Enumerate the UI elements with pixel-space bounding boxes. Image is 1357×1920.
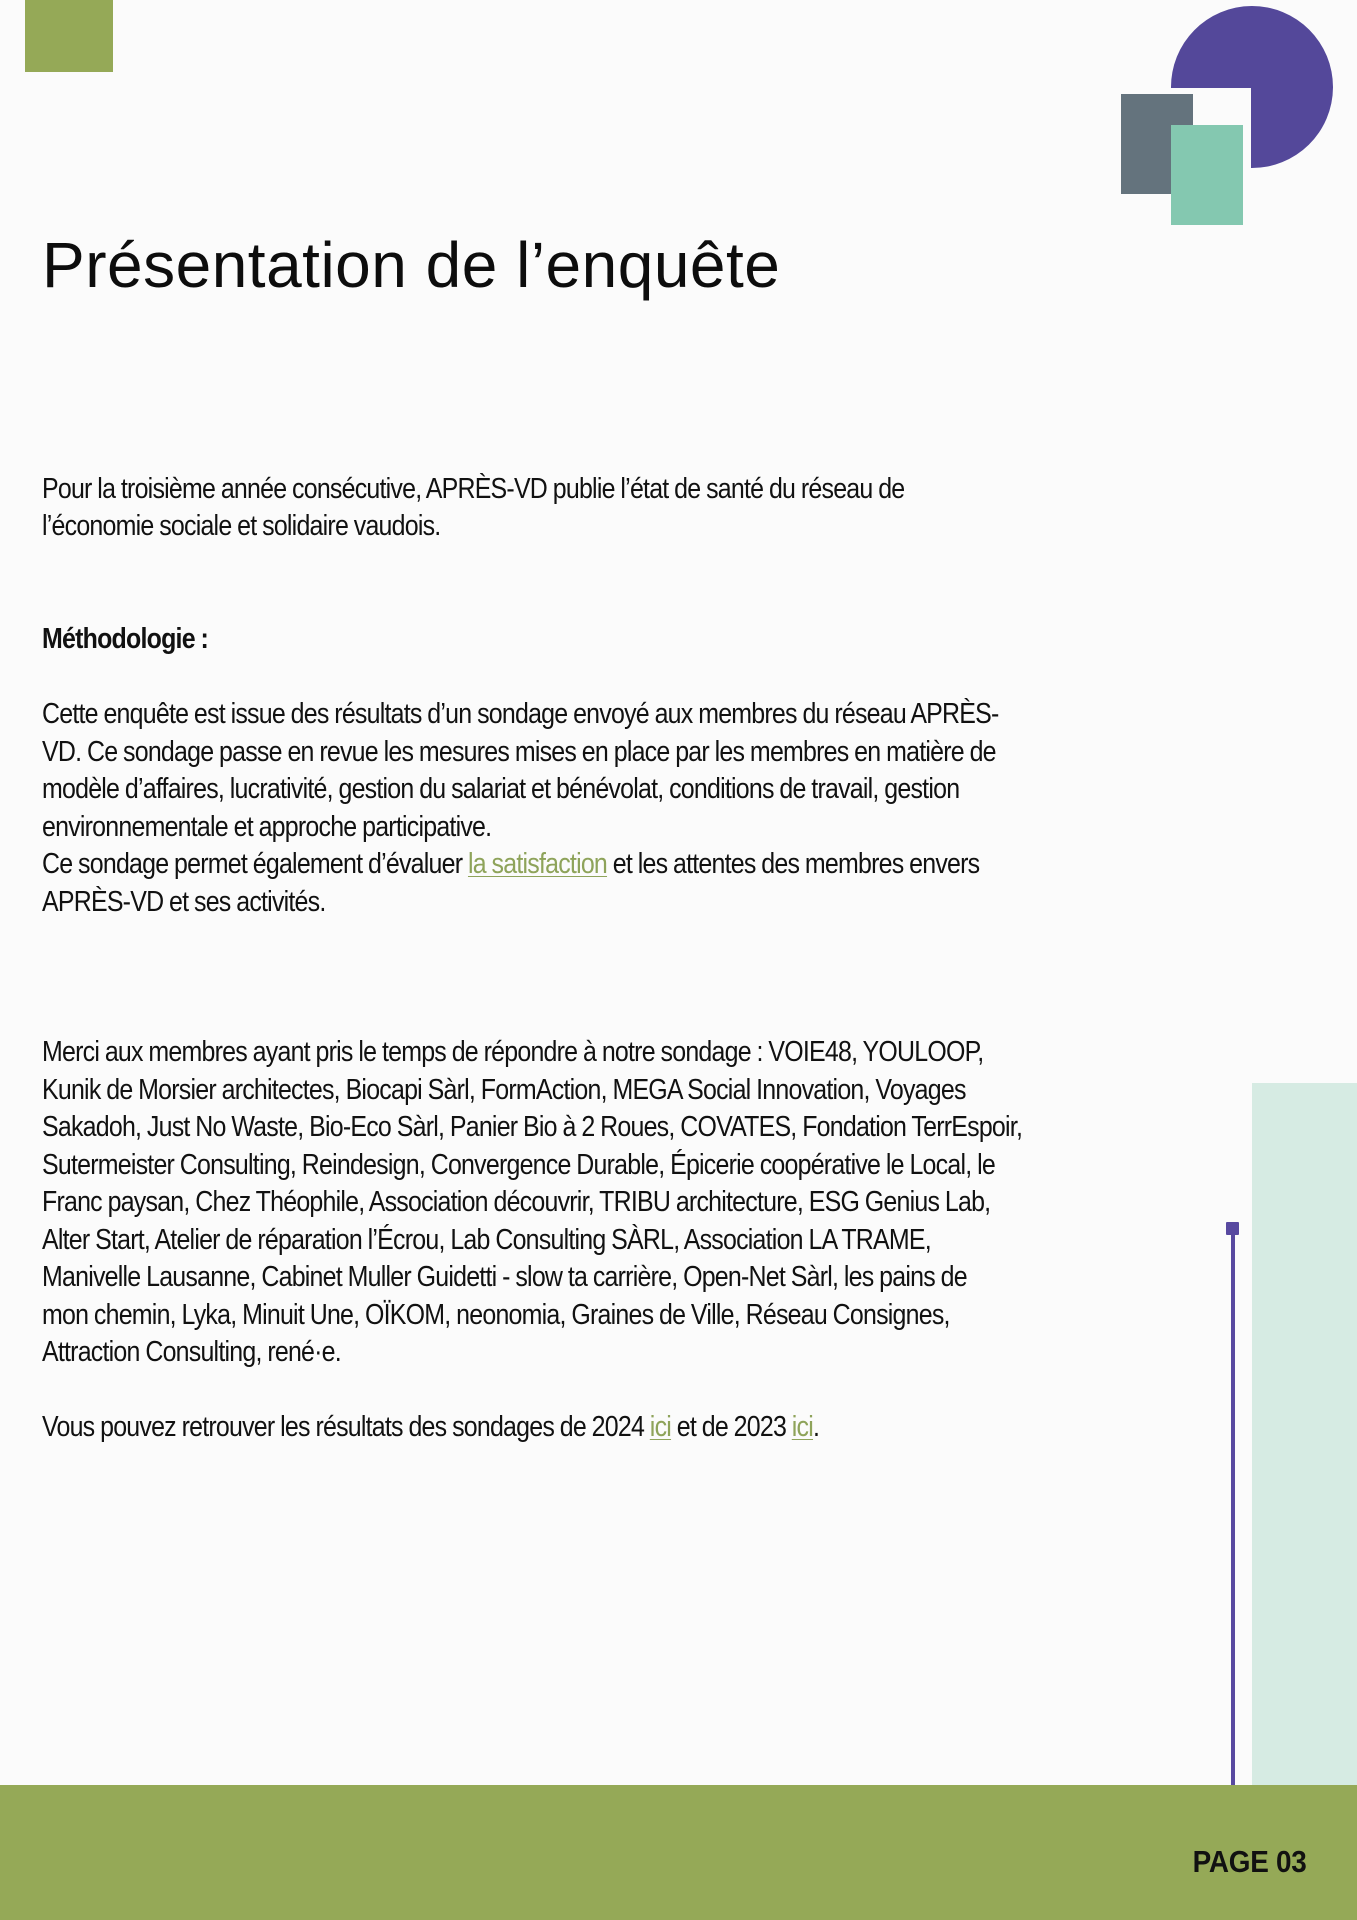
methodology-line: modèle d’affaires, lucrativité, gestion du salariat et bénévolat, conditions de travail, gestion [42, 773, 960, 805]
decorative-green-square [25, 0, 113, 72]
results-2023-link[interactable]: ici [791, 1411, 814, 1443]
methodology-line: Cette enquête est issue des résultats d’un sondage envoyé aux membres du réseau APRÈS- [42, 698, 999, 730]
decorative-purple-line [1231, 1228, 1235, 1785]
methodology-line: APRÈS-VD et ses activités. [42, 886, 326, 918]
thanks-line: Sutermeister Consulting, Reindesign, Convergence Durable, Épicerie coopérative le Local, le [42, 1149, 995, 1181]
methodology-satisfaction-line [42, 848, 979, 881]
thanks-line: Merci aux membres ayant pris le temps de répondre à notre sondage : VOIE48, YOULOOP, [42, 1036, 984, 1068]
decorative-teal-band [1252, 1083, 1357, 1785]
thanks-line: Franc paysan, Chez Théophile, Association découvrir, TRIBU architecture, ESG Genius Lab, [42, 1186, 991, 1218]
results-2024-link[interactable]: ici [649, 1411, 672, 1443]
page-number: PAGE 03 [1193, 1844, 1307, 1879]
footer-bar [0, 1785, 1357, 1920]
methodology-heading: Méthodologie : [42, 623, 209, 655]
text: et les attentes des membres envers [607, 848, 980, 880]
thanks-line: Alter Start, Atelier de réparation l’Écrou, Lab Consulting SÀRL, Association LA TRAME, [42, 1224, 931, 1256]
thanks-line: mon chemin, Lyka, Minuit Une, OÏKOM, neonomia, Graines de Ville, Réseau Consignes, [42, 1299, 950, 1331]
mint-rectangle [1171, 125, 1243, 225]
text: Vous pouvez retrouver les résultats des sondages de 2024 [42, 1411, 650, 1443]
text: Ce sondage permet également d’évaluer [42, 848, 468, 880]
thanks-line: Sakadoh, Just No Waste, Bio-Eco Sàrl, Panier Bio à 2 Roues, COVATES, Fondation TerrEspoir, [42, 1111, 1023, 1143]
satisfaction-link[interactable]: la satisfaction [467, 848, 608, 880]
intro-line: l’économie sociale et solidaire vaudois. [42, 510, 441, 542]
thanks-line: Manivelle Lausanne, Cabinet Muller Guidetti - slow ta carrière, Open-Net Sàrl, les pains de [42, 1261, 967, 1293]
thanks-line: Kunik de Morsier architectes, Biocapi Sàrl, FormAction, MEGA Social Innovation, Voyages [42, 1074, 966, 1106]
intro-line: Pour la troisième année consécutive, APRÈS-VD publie l’état de santé du réseau de [42, 473, 905, 505]
page-title: Présentation de l’enquête [42, 229, 781, 301]
methodology-line: environnementale et approche participative. [42, 811, 492, 843]
methodology-line: VD. Ce sondage passe en revue les mesures mises en place par les membres en matière de [42, 736, 996, 768]
decorative-shapes-logo [1110, 0, 1350, 240]
text: et de 2023 [671, 1411, 792, 1443]
previous-results-line [42, 1411, 819, 1444]
decorative-purple-marker [1226, 1222, 1239, 1235]
text: . [813, 1411, 820, 1443]
thanks-line: Attraction Consulting, rené·e. [42, 1336, 341, 1368]
